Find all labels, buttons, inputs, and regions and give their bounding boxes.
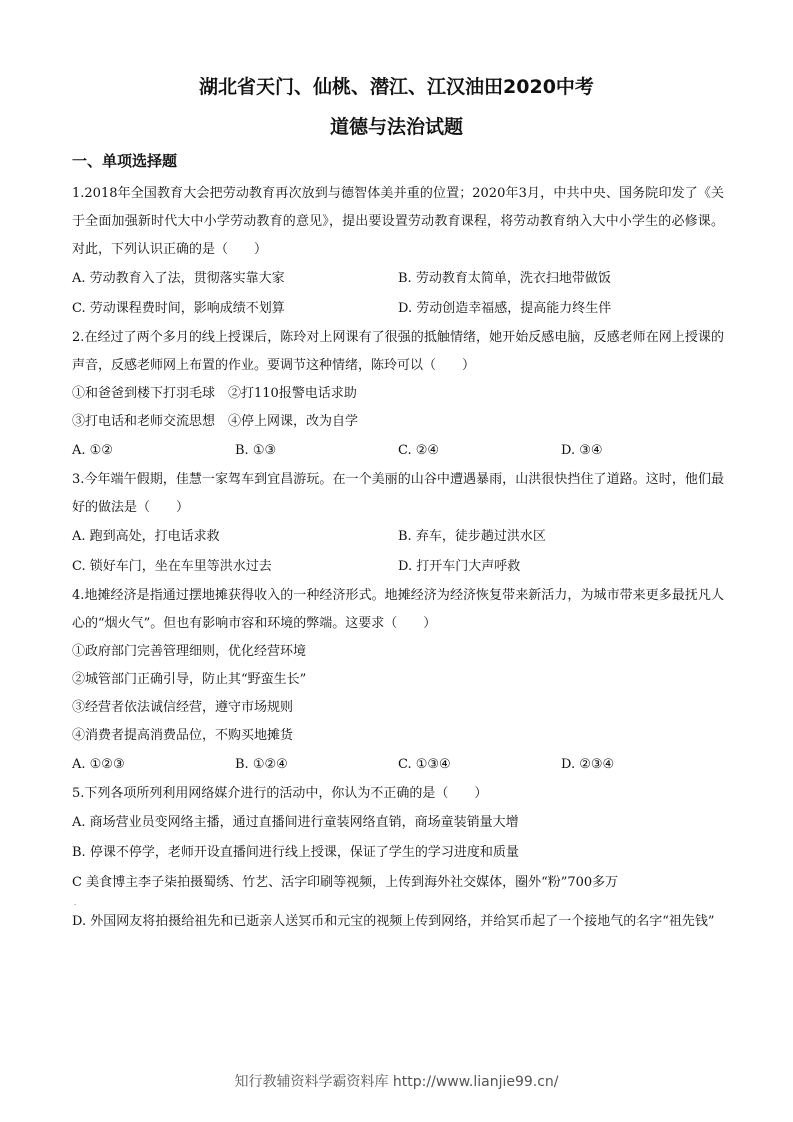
option-d[interactable]: D. 劳动创造幸福感，提高能力终生伴 [398, 301, 612, 316]
option-a[interactable]: A. ①②③ [72, 757, 125, 772]
statement-line: ①和爸爸到楼下打羽毛球 ②打110报警电话求助 [72, 386, 357, 401]
question-stem: 3.今年端午假期，佳慧一家驾车到宜昌游玩。在一个美丽的山谷中遭遇暴雨，山洪很快挡住了道路。这时，他们最好的做法是（ ） [72, 472, 724, 515]
option-b[interactable]: B. 停课不停学，老师开设直播间进行线上授课，保证了学生的学习进度和质量 [72, 845, 519, 860]
options-row [72, 436, 724, 466]
option-b[interactable]: B. ①③ [235, 443, 277, 458]
question-stem: 1.2018年全国教育大会把劳动教育再次放到与德智体美并重的位置；2020年3月，中共中央、国务院印发了《关于全面加强新时代大中小学劳动教育的意见》，提出要设置劳动教育课程，将劳动教育纳入大中小学生的必修课。对此，下列认识正确的是（ ） [72, 186, 724, 257]
question-stem: 4.地摊经济是指通过摆地摊获得收入的一种经济形式。地摊经济为经济恢复带来新活力，为城市带来更多最抚凡人心的“烟火气”。但也有影响市容和环境的弊端。这要求（ ） [72, 588, 724, 631]
exam-subtitle: 道德与法治试题 [329, 116, 463, 138]
option-b[interactable]: B. ①②④ [235, 757, 288, 772]
option-a[interactable]: A. 商场营业员变网络主播，通过直播间进行童装网络直销，商场童装销量大增 [72, 815, 519, 830]
statement-line: ④消费者提高消费品位，不购买地摊货 [72, 728, 294, 743]
option-c[interactable]: C. 锁好车门，坐在车里等洪水过去 [72, 559, 272, 574]
options-row [72, 522, 724, 552]
question-stem: 2.在经过了两个多月的线上授课后，陈玲对上网课有了很强的抵触情绪，她开始反感电脑，反感老师在网上授课的声音，反感老师网上布置的作业。要调节这种情绪，陈玲可以（ ） [72, 330, 724, 373]
section-heading: 一、单项选择题 [72, 152, 178, 170]
option-c[interactable]: C. ②④ [398, 443, 440, 458]
option-a[interactable]: A. ①② [72, 443, 113, 458]
option-c[interactable]: C. ①③④ [398, 757, 451, 772]
options-row [72, 750, 724, 780]
option-b[interactable]: B. 劳动教育太简单，洗衣扫地带做饭 [398, 271, 611, 286]
option-d[interactable]: D. 外国网友将拍摄给祖先和已逝亲人送冥币和元宝的视频上传到网络，并给冥币起了一个接地气的名字“祖先钱” [72, 914, 715, 929]
question-1 [72, 180, 724, 324]
options-row [72, 264, 724, 294]
stray-mark: . [74, 899, 77, 907]
option-d[interactable]: D. ②③④ [561, 757, 615, 772]
footer-watermark: 知行教辅资料学霸资料库 http://www.lianjie99.cn/ [234, 1074, 559, 1090]
option-c[interactable]: C 美食博主李子柒拍摄蜀绣、竹艺、活字印刷等视频，上传到海外社交媒体，圈外“粉”700多万 [72, 875, 619, 890]
statement-line: ①政府部门完善管理细则，优化经营环境 [72, 644, 307, 659]
statement-line: ③打电话和老师交流思想 ④停上网课，改为自学 [72, 414, 359, 429]
option-d[interactable]: D. ③④ [561, 443, 603, 458]
questions-container [72, 180, 724, 936]
exam-title: 湖北省天门、仙桃、潜江、江汉油田2020中考 [199, 76, 594, 98]
question-2 [72, 324, 724, 466]
option-a[interactable]: A. 劳动教育入了法，贯彻落实靠大家 [72, 271, 285, 286]
option-a[interactable]: A. 跑到高处，打电话求救 [72, 529, 220, 544]
statement-line: ②城管部门正确引导，防止其“野蛮生长” [72, 672, 307, 687]
question-3 [72, 466, 724, 582]
question-4 [72, 582, 724, 780]
option-c[interactable]: C. 劳动课程费时间，影响成绩不划算 [72, 301, 285, 316]
option-b[interactable]: B. 弃车，徒步趟过洪水区 [398, 529, 546, 544]
statement-line: ③经营者依法诚信经营，遵守市场规则 [72, 700, 294, 715]
option-d[interactable]: D. 打开车门大声呼救 [398, 559, 521, 574]
options-row [72, 294, 724, 324]
options-row [72, 552, 724, 582]
question-5 [72, 780, 724, 936]
question-stem: 5.下列各项所列利用网络媒介进行的活动中，你认为不正确的是（ ） [72, 786, 488, 801]
